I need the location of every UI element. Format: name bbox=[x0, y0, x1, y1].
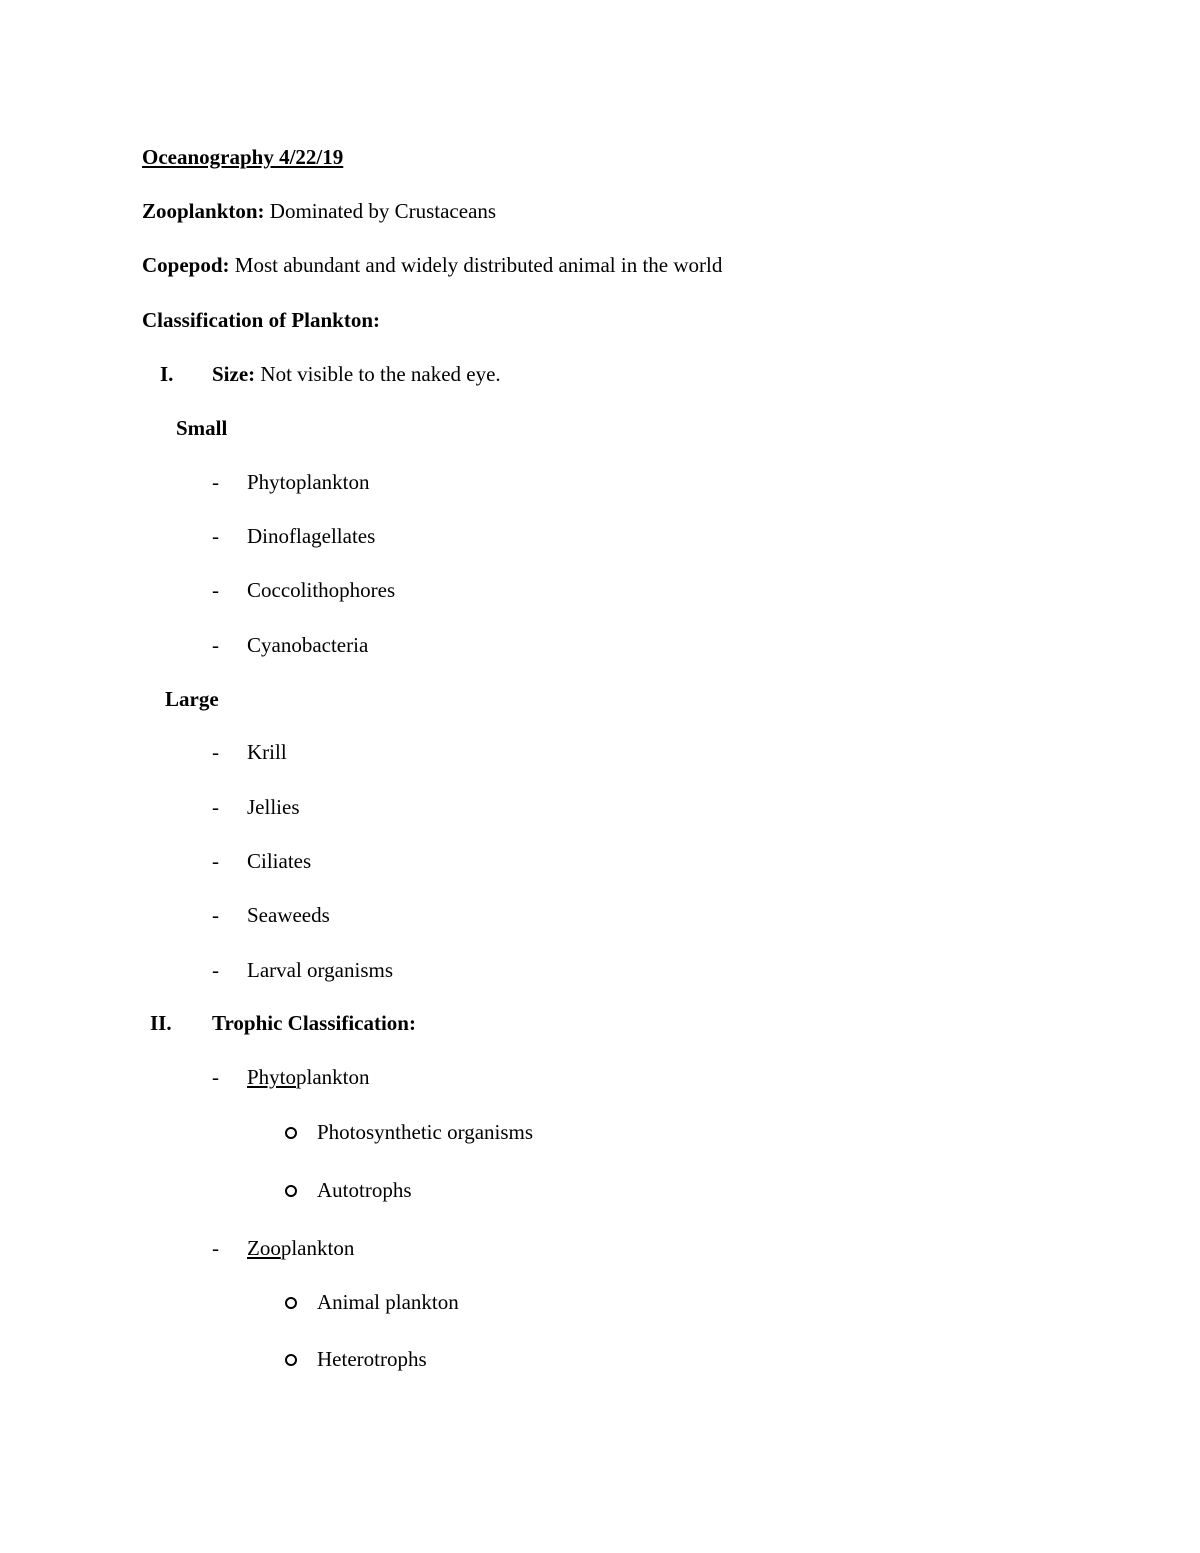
dash-bullet: - bbox=[212, 1236, 219, 1260]
circle-bullet-icon bbox=[285, 1297, 297, 1309]
section-term: Size: bbox=[212, 362, 256, 386]
roman-numeral: II. bbox=[150, 1011, 172, 1035]
list-item-text: Larval organisms bbox=[247, 958, 393, 982]
list-item-text: Jellies bbox=[247, 795, 300, 819]
dash-bullet: - bbox=[212, 470, 219, 494]
roman-numeral: I. bbox=[160, 362, 174, 386]
copepod-definition bbox=[142, 252, 722, 278]
definition-text: Dominated by Crustaceans bbox=[264, 199, 497, 223]
definition-term: Zooplankton: bbox=[142, 199, 265, 223]
list-item-text: Zooplankton bbox=[247, 1236, 355, 1260]
sub-list-item-text: Heterotrophs bbox=[317, 1347, 427, 1371]
dash-bullet: - bbox=[212, 1065, 219, 1089]
large-heading: Large bbox=[165, 687, 219, 711]
list-item-text: Ciliates bbox=[247, 849, 312, 873]
dash-bullet: - bbox=[212, 958, 219, 982]
dash-bullet: - bbox=[212, 633, 219, 657]
circle-bullet-icon bbox=[285, 1354, 297, 1366]
section-heading-text: Trophic Classification: bbox=[212, 1011, 416, 1035]
sub-list-item-text: Animal plankton bbox=[317, 1290, 459, 1314]
circle-bullet-icon bbox=[285, 1127, 297, 1139]
zooplankton-definition bbox=[142, 198, 496, 224]
page-title: Oceanography 4/22/19 bbox=[142, 145, 344, 169]
definition-text: Most abundant and widely distributed animal in the world bbox=[229, 253, 723, 277]
dash-bullet: - bbox=[212, 524, 219, 548]
dash-bullet: - bbox=[212, 578, 219, 602]
circle-bullet-icon bbox=[285, 1185, 297, 1197]
list-item-text: Phytoplankton bbox=[247, 470, 370, 494]
list-item-text: Krill bbox=[247, 740, 287, 764]
list-item-text: Seaweeds bbox=[247, 903, 330, 927]
small-heading: Small bbox=[176, 416, 228, 440]
list-item-text: Dinoflagellates bbox=[247, 524, 376, 548]
dash-bullet: - bbox=[212, 740, 219, 764]
dash-bullet: - bbox=[212, 849, 219, 873]
sub-list-item-text: Photosynthetic organisms bbox=[317, 1120, 534, 1144]
list-item-text: Coccolithophores bbox=[247, 578, 396, 602]
list-item-text: Cyanobacteria bbox=[247, 633, 369, 657]
section-text: Not visible to the naked eye. bbox=[255, 362, 501, 386]
list-item-text: Phytoplankton bbox=[247, 1065, 370, 1089]
sub-list-item-text: Autotrophs bbox=[317, 1178, 412, 1202]
classification-heading: Classification of Plankton: bbox=[142, 308, 381, 332]
dash-bullet: - bbox=[212, 795, 219, 819]
definition-term: Copepod: bbox=[142, 253, 230, 277]
dash-bullet: - bbox=[212, 903, 219, 927]
